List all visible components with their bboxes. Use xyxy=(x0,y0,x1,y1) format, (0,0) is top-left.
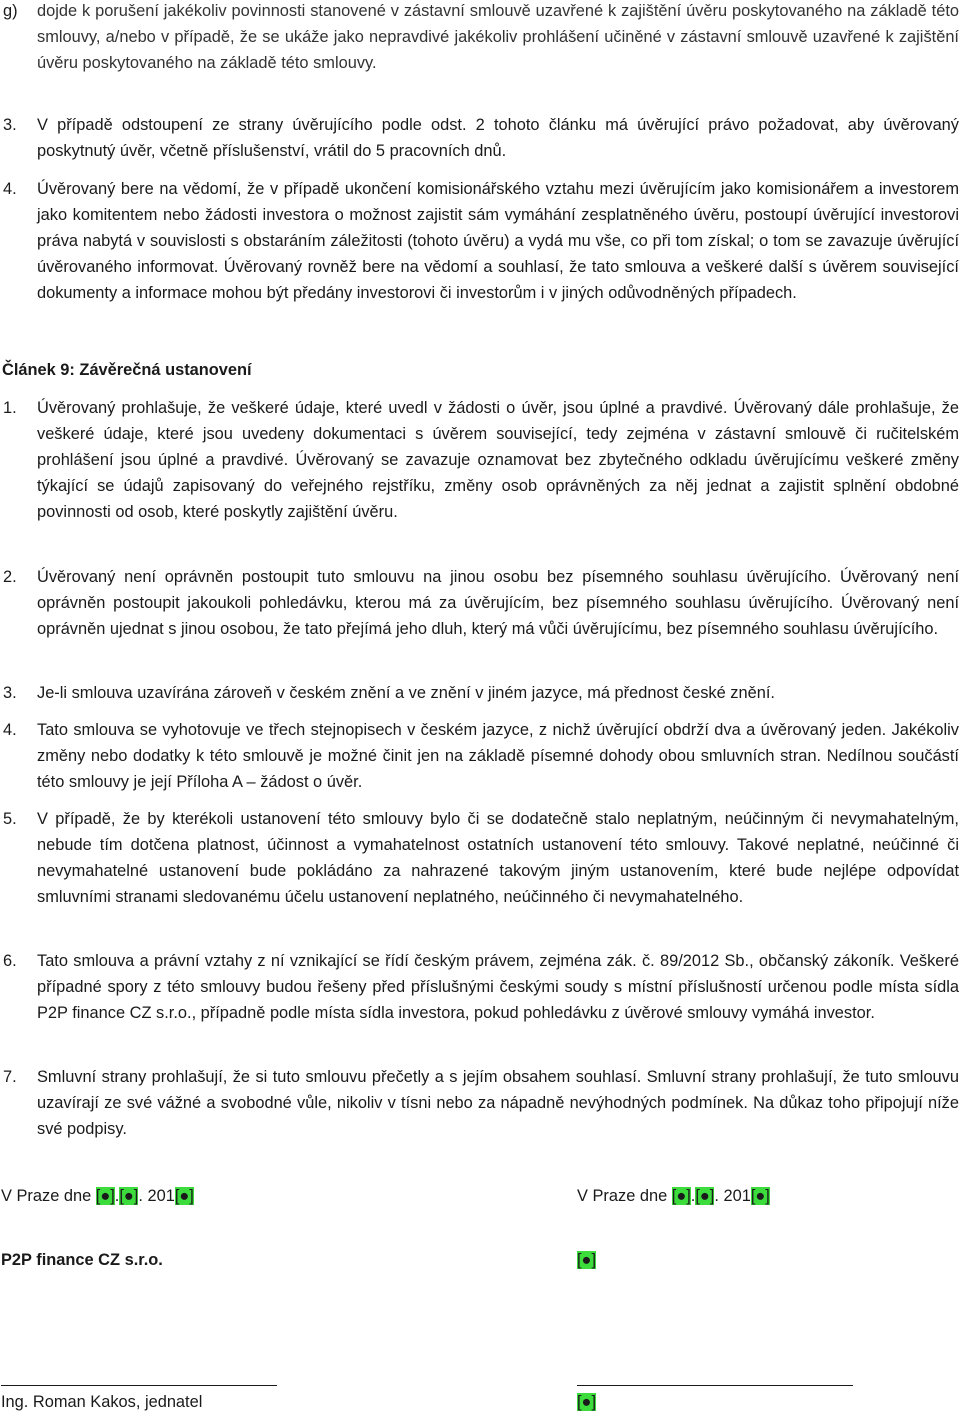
item-g-text: dojde k porušení jakékoliv povinnosti stanovené v zástavní smlouvě uzavřené k zajištění úvěru poskytovaného na základě této smlouvy, a/nebo v případě, že se ukáže jako nepravdivé jakékoliv prohlášení učiněné v zástavní smlouvě uzavřené k zajištění úvěru poskytovaného na základě této smlouvy. xyxy=(37,2,959,72)
right-party-name xyxy=(577,1247,596,1273)
left-date-day-placeholder: [●] xyxy=(95,1187,115,1205)
left-place-prefix: V Praze dne xyxy=(1,1187,96,1205)
article-9-item-1-text: Úvěrovaný prohlašuje, že veškeré údaje, které uvedl v žádosti o úvěr, jsou úplné a pravdivé. Úvěrovaný dále prohlašuje, že veškeré údaje, které jsou uvedeny dokumentaci s úvěrem související, tedy zejména v zástavní smlouvě či ručitelském prohlášení jsou úplné a pravdivé. Úvěrovaný se zavazuje oznamovat bez zbytečného odkladu úvěrujícímu veškeré změny týkající se údajů zapisovaný do veřejného rejstříku, změny osob oprávněných za něj jednat a zajistit splnění obdobné povinnosti od osob, které poskytly zajištění úvěru. xyxy=(37,399,959,521)
article-9-heading: Článek 9: Závěrečná ustanovení xyxy=(2,361,252,379)
article-9-item-3-number: 3. xyxy=(3,684,17,702)
left-place-date xyxy=(1,1183,194,1209)
article-9-item-4-number: 4. xyxy=(3,721,17,739)
right-date-year-placeholder: [●] xyxy=(750,1187,770,1205)
article-9-item-6-text: Tato smlouva a právní vztahy z ní vznikající se řídí českým právem, zejména zák. č. 89/2012 Sb., občanský zákoník. Veškeré případné spory z této smlouvy budou řešeny před příslušnými českými soudy s místní příslušností určenou podle místa sídla P2P finance CZ s.r.o., případně podle místa sídla investora, pokud pohledávku z úvěrové smlouvy vymáhá investor. xyxy=(37,952,959,1022)
left-signature-line xyxy=(1,1385,277,1386)
item-3-number: 3. xyxy=(3,116,17,134)
article-9-item-6-number: 6. xyxy=(3,952,17,970)
article-9-item-5-text: V případě, že by kterékoli ustanovení této smlouvy bylo či se dodatečně stalo neplatným, neúčinným či nevymahatelným, nebude tím dotčena platnost, účinnost a vymahatelnost ostatních ustanovení této smlouvy. Takové neplatné, neúčinné či nevymahatelné ustanovení bude pokládáno za nahrazené takovým jiným ustanovením, které bude nejlépe odpovídat smluvními stranami sledovanému účelu ustanovení neplatného, neúčinného či nevymahatelného. xyxy=(37,810,959,906)
right-date-month-placeholder: [●] xyxy=(695,1187,715,1205)
left-date-year-placeholder: [●] xyxy=(174,1187,194,1205)
left-date-month-placeholder: [●] xyxy=(119,1187,139,1205)
right-place-date xyxy=(577,1183,770,1209)
right-date-day-placeholder: [●] xyxy=(671,1187,691,1205)
article-9-item-4-text: Tato smlouva se vyhotovuje ve třech stejnopisech v českém jazyce, z nichž úvěrující obdrží dva a úvěrovaný jeden. Jakékoliv změny nebo dodatky k této smlouvě je možné činit jen na základě písemné dohody obou smluvních stran. Nedílnou součástí této smlouvy je její Příloha A – žádost o úvěr. xyxy=(37,721,959,791)
article-9-item-1-number: 1. xyxy=(3,399,17,417)
article-9-item-2-number: 2. xyxy=(3,568,17,586)
item-g-number: g) xyxy=(3,2,18,20)
right-signature-line xyxy=(577,1385,853,1386)
right-party-placeholder: [●] xyxy=(577,1251,597,1269)
item-4-text: Úvěrovaný bere na vědomí, že v případě ukončení komisionářského vztahu mezi úvěrujícím jako komisionářem a investorem jako komitentem nebo žádosti investora o možnost zajistit sám vymáhání zesplatněného úvěru, postoupí úvěrující investorovi práva nabytá v souvislosti s obstaráním záležitosti (tohoto úvěru) a vydá mu vše, co při tom získal; o tom se zavazuje úvěrující úvěrovaného informovat. Úvěrovaný rovněž bere na vědomí a souhlasí, že tato smlouva a veškeré další s úvěrem související dokumenty a informace mohou být předány investorovi či investorům i v jiných odůvodněných případech. xyxy=(37,180,959,302)
left-signatory: Ing. Roman Kakos, jednatel xyxy=(1,1393,203,1411)
right-signatory-placeholder: [●] xyxy=(577,1393,597,1411)
right-date-separator: . xyxy=(690,1187,696,1205)
left-date-separator: . xyxy=(114,1187,120,1205)
article-9-item-2-text: Úvěrovaný není oprávněn postoupit tuto smlouvu na jinou osobu bez písemného souhlasu úvěrujícího. Úvěrovaný není oprávněn postoupit jakoukoli pohledávku, kterou má za úvěrujícím, bez písemného souhlasu úvěrujícího. Úvěrovaný není oprávněn ujednat s jinou osobou, že tato přejímá jeho dluh, který má vůči úvěrujícímu, bez písemného souhlasu úvěrujícího. xyxy=(37,568,959,638)
right-year-prefix: . 201 xyxy=(714,1187,751,1205)
item-4-number: 4. xyxy=(3,180,17,198)
article-9-item-5-number: 5. xyxy=(3,810,17,828)
right-place-prefix: V Praze dne xyxy=(577,1187,672,1205)
article-9-item-7-text: Smluvní strany prohlašují, že si tuto smlouvu přečetly a s jejím obsahem souhlasí. Smluvní strany prohlašují, že tuto smlouvu uzavírají ze své vážné a svobodné vůle, nikoliv v tísni nebo za nápadně nevýhodných podmínek. Na důkaz toho připojují níže své podpisy. xyxy=(37,1068,959,1138)
left-party-name: P2P finance CZ s.r.o. xyxy=(1,1251,163,1269)
article-9-item-7-number: 7. xyxy=(3,1068,17,1086)
right-signatory xyxy=(577,1389,596,1415)
article-9-item-3-text: Je-li smlouva uzavírána zároveň v českém znění a ve znění v jiném jazyce, má přednost české znění. xyxy=(37,684,775,702)
item-3-text: V případě odstoupení ze strany úvěrujícího podle odst. 2 tohoto článku má úvěrující právo požadovat, aby úvěrovaný poskytnutý úvěr, včetně příslušenství, vrátil do 5 pracovních dnů. xyxy=(37,116,959,160)
left-year-prefix: . 201 xyxy=(138,1187,175,1205)
